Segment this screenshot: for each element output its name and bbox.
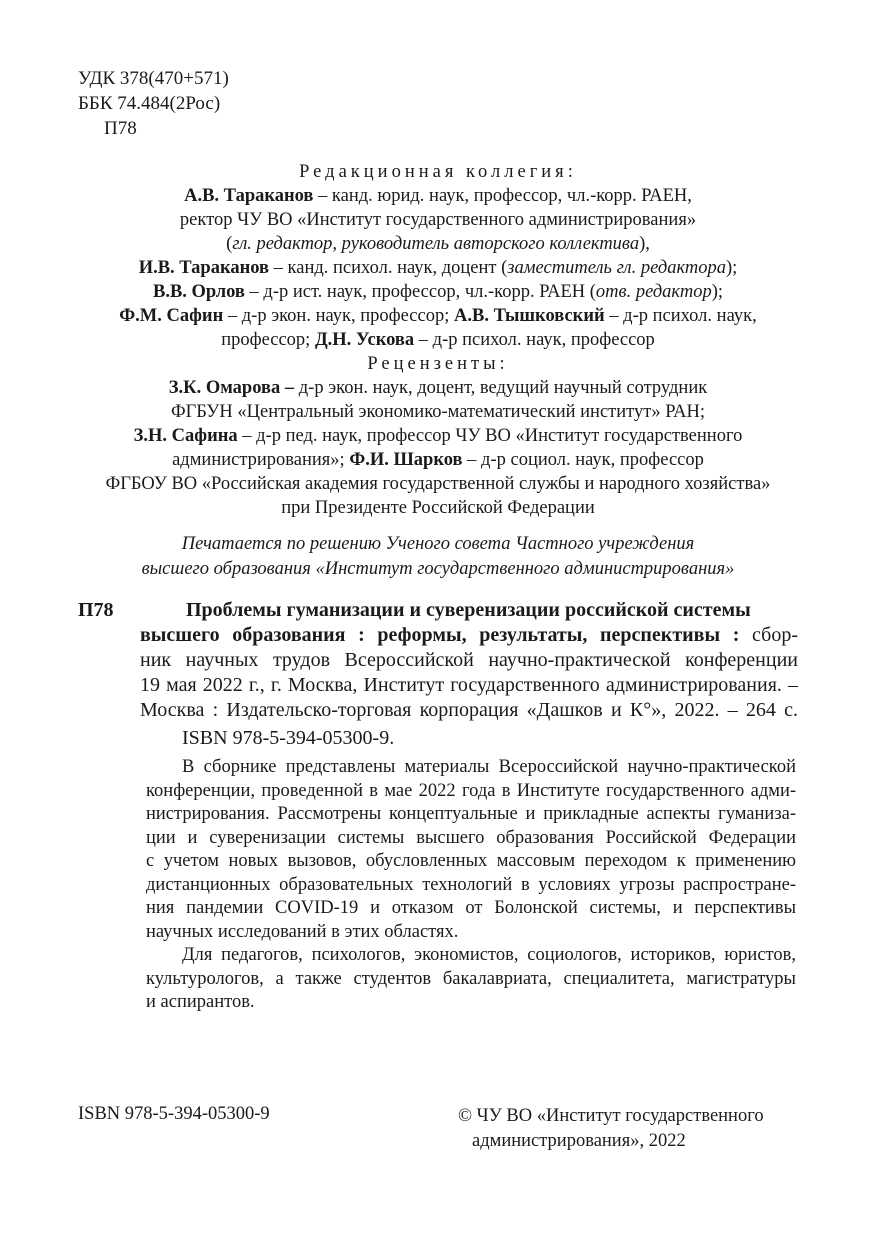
reviewer-name: З.К. Омарова – — [168, 378, 295, 398]
annotation-line: научных исследований в этих областях. — [146, 921, 459, 942]
editor-name: И.В. Тараканов — [138, 258, 270, 278]
editor-title: – д-р экон. наук, профессор; — [223, 306, 454, 326]
annotation-line: нистрирования. Рассмотрены концептуальные и прикладные аспекты гуманиза- — [146, 804, 796, 824]
author-mark: П78 — [104, 118, 137, 139]
classification-codes — [78, 66, 229, 141]
editor-name: А.В. Тышковский — [454, 306, 605, 326]
editor-title: – канд. юрид. наук, профессор, чл.-корр. РАЕН, — [313, 186, 692, 206]
editor-role: заместитель гл. редактора — [507, 258, 726, 278]
entry-code: П78 — [78, 599, 114, 621]
entry-title: высшего образования : реформы, результаты, перспективы : — [140, 624, 740, 646]
entry-title: Проблемы гуманизации и суверенизации российской системы — [186, 599, 751, 621]
annotation-line: и аспирантов. — [146, 992, 255, 1012]
editor-role: отв. редактор — [595, 282, 712, 302]
editorial-heading: Редакционная коллегия: — [299, 162, 577, 182]
editor-name: А.В. Тараканов — [184, 186, 314, 206]
reviewer-line: при Президенте Российской Федерации — [281, 498, 595, 518]
annotation-line: с учетом новых вызовов, обусловленных массовым переходом к применению — [146, 851, 796, 871]
paren: ( — [226, 234, 233, 254]
editor-title: – д-р психол. наук, — [604, 306, 757, 326]
editor-line: ректор ЧУ ВО «Институт государственного администрирования» — [179, 210, 697, 230]
reviewer-title: – д-р социол. наук, профессор — [462, 450, 704, 470]
annotation-line: В сборнике представлены материалы Всероссийской научно-практической — [182, 757, 796, 777]
approval-line: высшего образования «Институт государственного администрирования» — [141, 559, 735, 579]
udk-code: УДК 378(470+571) — [78, 68, 229, 89]
reviewers-heading: Рецензенты: — [367, 354, 509, 374]
reviewer-line — [60, 424, 816, 448]
annotation — [146, 756, 796, 1015]
reviewer-line: ФГБОУ ВО «Российская академия государственной службы и народного хозяйства» — [105, 474, 771, 494]
reviewer-title: администрирования»; — [172, 450, 350, 470]
annotation-line: Для педагогов, психологов, экономистов, социологов, историков, юристов, — [182, 945, 796, 965]
editor-line — [60, 256, 816, 280]
editor-title: профессор; — [221, 330, 315, 350]
editor-line — [60, 232, 816, 256]
reviewer-title: д-р экон. наук, доцент, ведущий научный сотрудник — [294, 378, 708, 398]
annotation-line: конференции, проведенной в мае 2022 года в Институте государственного адми- — [146, 780, 796, 801]
reviewer-line — [60, 448, 816, 472]
entry-text: сбор- — [739, 624, 798, 646]
approval-line: Печатается по решению Ученого совета Частного учреждения — [181, 534, 695, 554]
editor-line — [60, 280, 816, 304]
entry-isbn: ISBN 978-5-394-05300-9. — [182, 727, 395, 749]
editor-title: – д-р психол. наук, профессор — [414, 330, 655, 350]
reviewers — [60, 352, 816, 520]
paren: ), — [639, 234, 650, 254]
bibliographic-entry — [78, 598, 798, 723]
editorial-board — [60, 160, 816, 352]
editor-line — [60, 184, 816, 208]
entry-line: 19 мая 2022 г., г. Москва, Институт государственного администрирования. – — [140, 674, 798, 696]
paren: ); — [725, 258, 738, 278]
annotation-line: ции и суверенизации системы высшего образования Российской Федерации — [146, 827, 796, 848]
editor-name: В.В. Орлов — [152, 282, 245, 302]
annotation-line: ния пандемии COVID-19 и отказом от Болонской системы, и перспективы — [146, 898, 796, 918]
editor-role: гл. редактор, руководитель авторского коллектива — [232, 234, 640, 254]
entry-line — [78, 623, 798, 648]
editor-name: Д.Н. Ускова — [314, 330, 415, 350]
publication-approval — [60, 532, 816, 582]
editor-line — [60, 328, 816, 352]
editor-name: Ф.М. Сафин — [119, 306, 224, 326]
footer-isbn: ISBN 978-5-394-05300-9 — [78, 1104, 270, 1124]
bbk-code: ББК 74.484(2Рос) — [78, 93, 221, 114]
reviewer-line — [60, 376, 816, 400]
paren: ); — [711, 282, 724, 302]
entry-line: ник научных трудов Всероссийской научно-практической конференции — [140, 649, 798, 671]
reviewer-line: ФГБУН «Центральный экономико-математический институт» РАН; — [171, 402, 705, 422]
copyright-line: администрирования», 2022 — [472, 1131, 686, 1151]
copyright — [458, 1104, 764, 1154]
reviewer-name: Ф.И. Шарков — [349, 450, 463, 470]
editor-title: – канд. психол. наук, доцент ( — [269, 258, 508, 278]
copyright-line: © ЧУ ВО «Институт государственного — [458, 1106, 764, 1126]
reviewer-name: З.Н. Сафина — [133, 426, 238, 446]
reviewer-title: – д-р пед. наук, профессор ЧУ ВО «Институт государственного — [237, 426, 743, 446]
annotation-line: дистанционных образовательных технологий в условиях угрозы распростране- — [146, 874, 796, 895]
editor-line — [60, 304, 816, 328]
entry-line: Москва : Издательско-торговая корпорация «Дашков и К°», 2022. – 264 с. — [140, 699, 798, 721]
annotation-line: культурологов, а также студентов бакалавриата, специалитета, магистратуры — [146, 968, 796, 989]
editor-title: – д-р ист. наук, профессор, чл.-корр. РАЕН ( — [244, 282, 596, 302]
